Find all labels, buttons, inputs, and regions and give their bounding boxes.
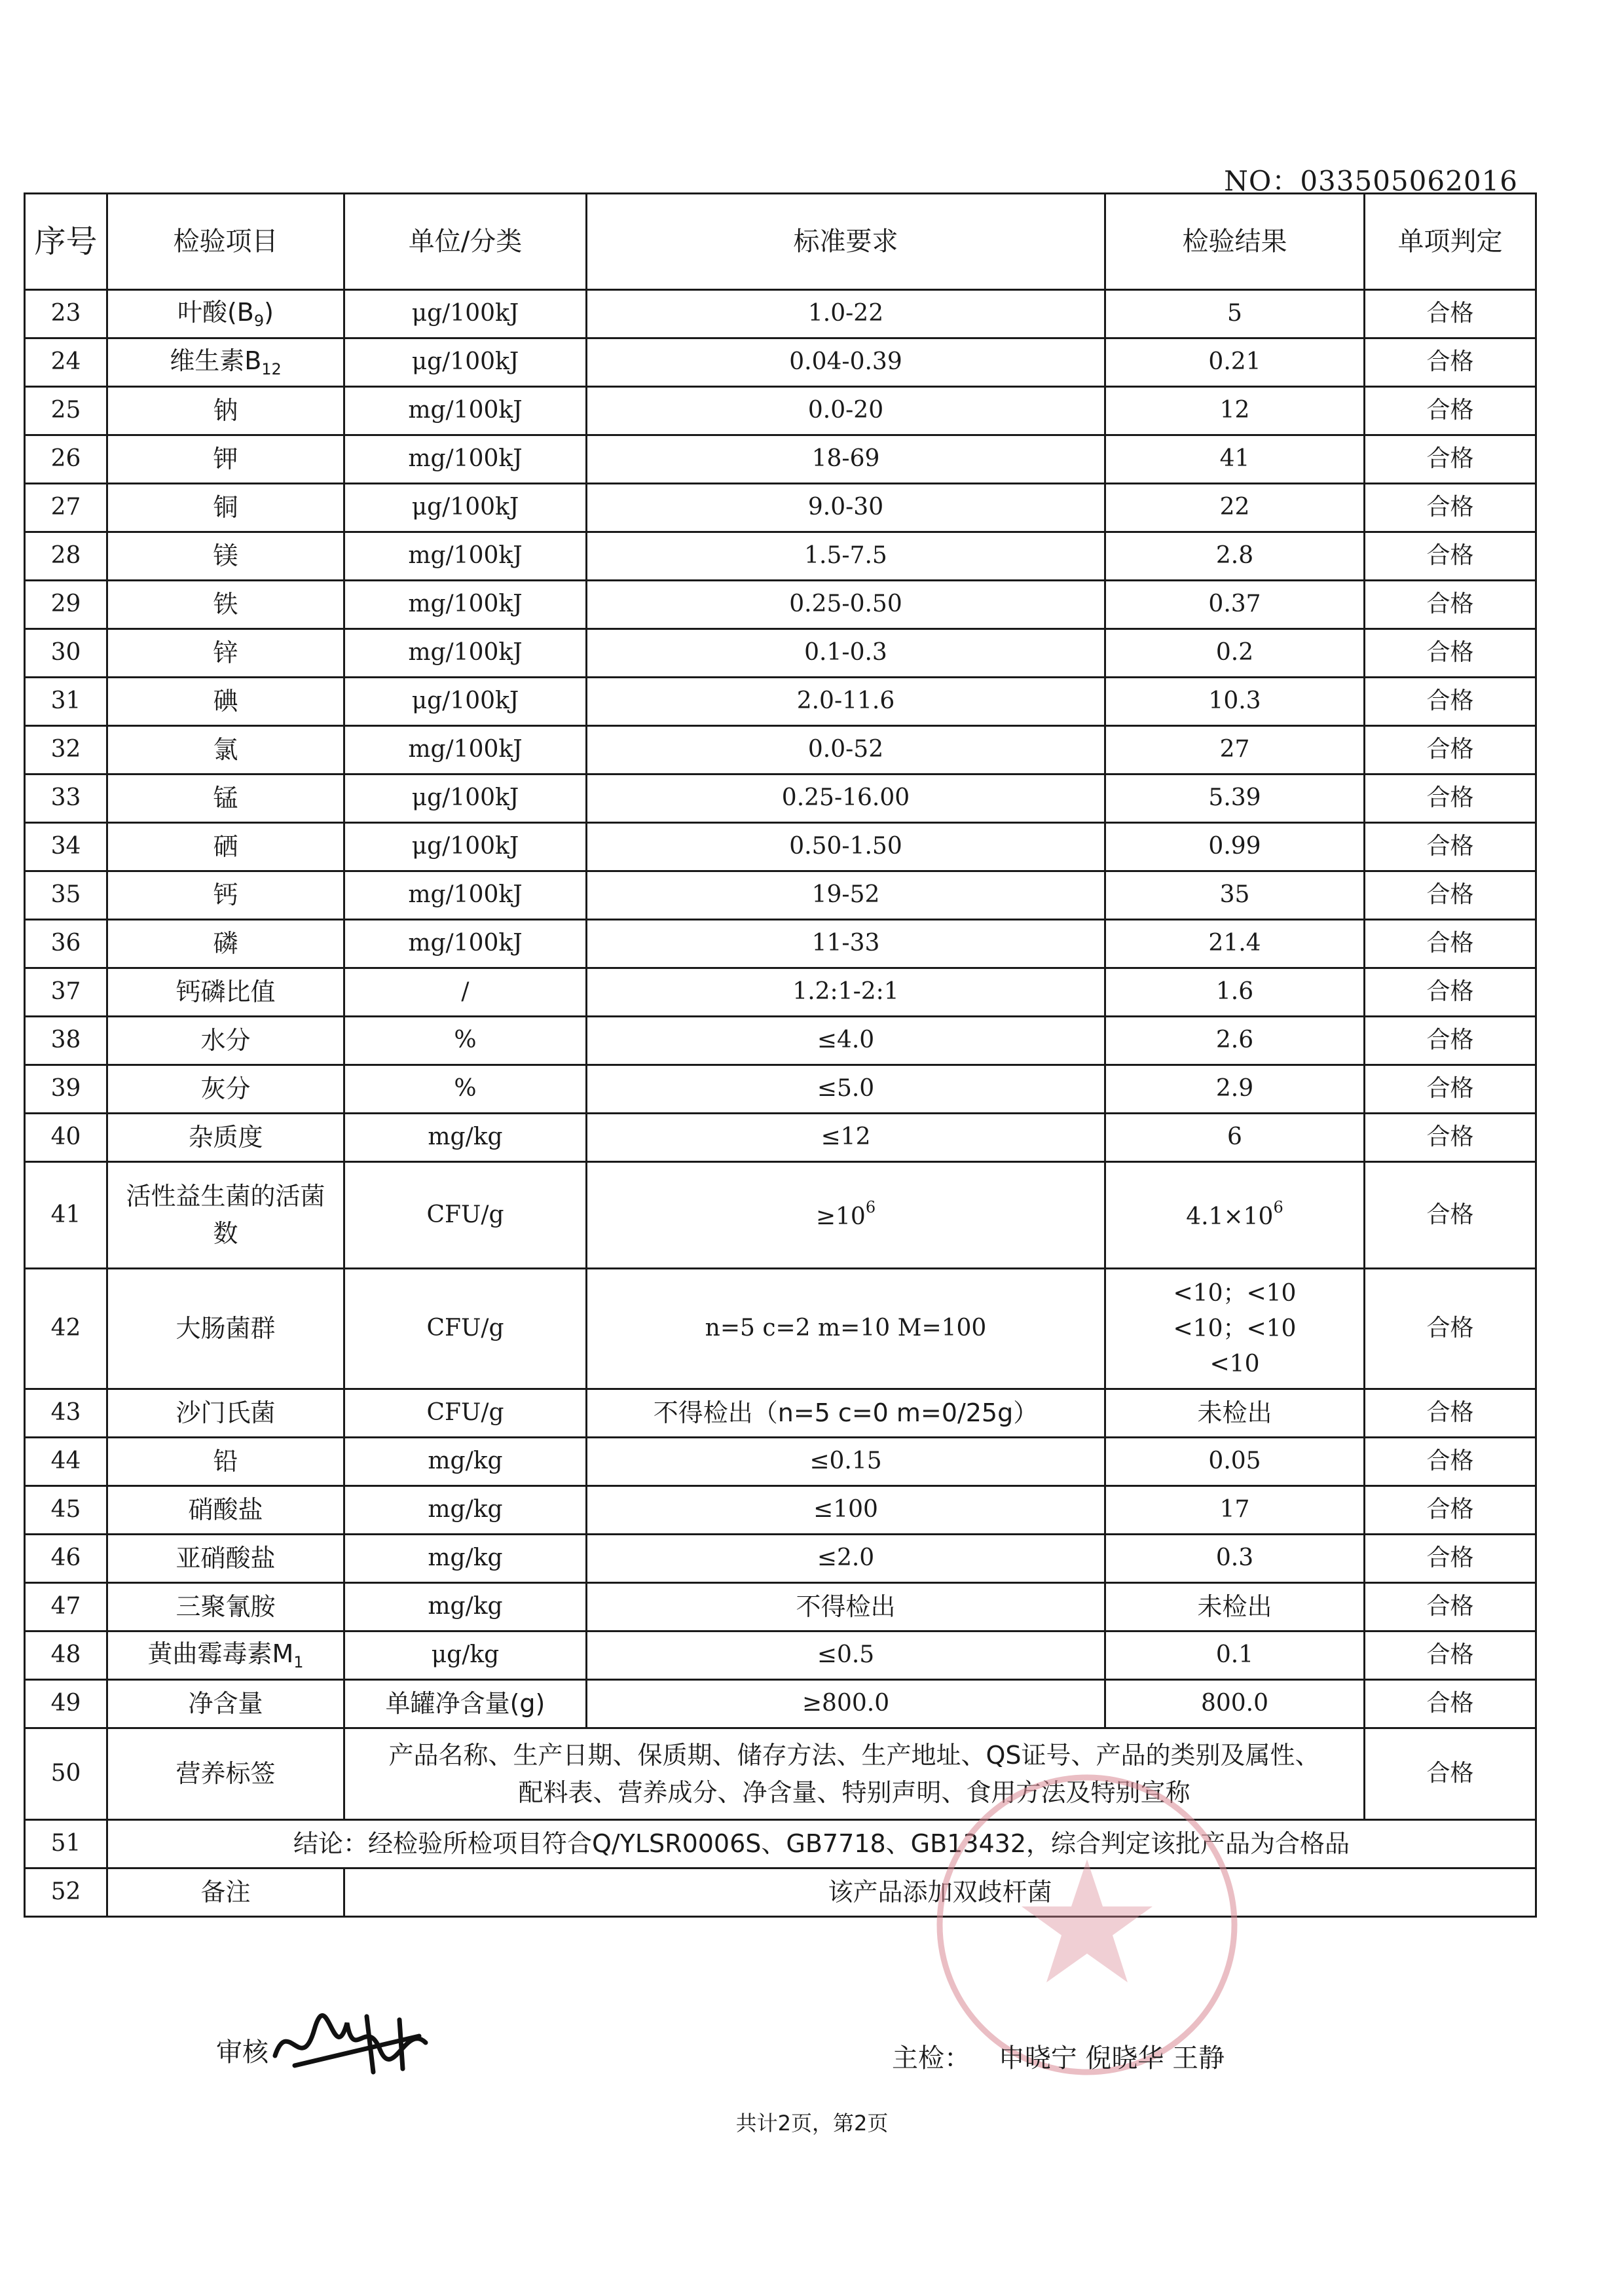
row-result: 17 [1105, 1486, 1365, 1535]
row-standard: 1.0-22 [587, 290, 1105, 338]
row-seq: 39 [25, 1065, 107, 1114]
row-seq: 46 [25, 1535, 107, 1583]
row-result: 5.39 [1105, 774, 1365, 823]
row-unit: / [344, 968, 587, 1017]
conclusion-text: 结论：经检验所检项目符合Q/YLSR0006S、GB7718、GB13432，综合判定该批产品为合格品 [107, 1820, 1536, 1868]
row-item: 大肠菌群 [107, 1269, 344, 1389]
table-row [25, 532, 1536, 581]
row-result: 2.8 [1105, 532, 1365, 581]
row-seq: 30 [25, 629, 107, 678]
row-item: 沙门氏菌 [107, 1389, 344, 1438]
row-seq: 35 [25, 871, 107, 920]
table-row [25, 1728, 1536, 1820]
row-unit: μg/100kJ [344, 774, 587, 823]
reviewer-label: 审核 [216, 2037, 268, 2068]
row-seq: 36 [25, 920, 107, 968]
row-seq: 33 [25, 774, 107, 823]
table-row [25, 1583, 1536, 1631]
row-verdict: 合格 [1365, 968, 1536, 1017]
row-item: 镁 [107, 532, 344, 581]
row-item: 亚硝酸盐 [107, 1535, 344, 1583]
inspectors-label: 主检： [892, 2043, 970, 2073]
row-unit: mg/100kJ [344, 435, 587, 484]
table-row [25, 1389, 1536, 1438]
row-seq: 40 [25, 1114, 107, 1162]
table-row [25, 1535, 1536, 1583]
row-seq: 50 [25, 1728, 107, 1820]
table-row [25, 581, 1536, 629]
row-unit: μg/100kJ [344, 823, 587, 871]
row-seq: 43 [25, 1389, 107, 1438]
row-unit: μg/100kJ [344, 290, 587, 338]
row-unit: mg/kg [344, 1114, 587, 1162]
row-standard: 0.50-1.50 [587, 823, 1105, 871]
row-standard: 1.5-7.5 [587, 532, 1105, 581]
row-standard: ≤4.0 [587, 1017, 1105, 1065]
table-row [25, 920, 1536, 968]
row-result: 0.99 [1105, 823, 1365, 871]
row-item: 氯 [107, 726, 344, 774]
row-unit: mg/kg [344, 1535, 587, 1583]
row-standard: 9.0-30 [587, 484, 1105, 532]
document-number: NO：033505062016 [1224, 165, 1518, 197]
row-standard: ≤0.5 [587, 1631, 1105, 1680]
row-item: 硝酸盐 [107, 1486, 344, 1535]
row-item: 三聚氰胺 [107, 1583, 344, 1631]
row-result: 未检出 [1105, 1389, 1365, 1438]
table-row [25, 1631, 1536, 1680]
row-unit: μg/100kJ [344, 678, 587, 726]
table-row [25, 1680, 1536, 1728]
table-body-end [25, 1728, 1536, 1917]
row-item: 铁 [107, 581, 344, 629]
header-unit: 单位/分类 [344, 194, 587, 290]
remarks-label: 备注 [107, 1868, 344, 1917]
row-item: 锰 [107, 774, 344, 823]
conclusion-row [25, 1820, 1536, 1868]
row-item: 营养标签 [107, 1728, 344, 1820]
row-verdict: 合格 [1365, 1017, 1536, 1065]
row-item: 钙磷比值 [107, 968, 344, 1017]
row-seq: 31 [25, 678, 107, 726]
table-body-a [25, 290, 1536, 1162]
row-unit: mg/kg [344, 1438, 587, 1486]
row-item: 黄曲霉毒素$M_1$ [107, 1631, 344, 1680]
row-unit: mg/100kJ [344, 532, 587, 581]
row-result: 10.3 [1105, 678, 1365, 726]
row-result: 27 [1105, 726, 1365, 774]
table-row [25, 678, 1536, 726]
row-verdict: 合格 [1365, 1438, 1536, 1486]
row-standard: 0.1-0.3 [587, 629, 1105, 678]
row-standard: ≤5.0 [587, 1065, 1105, 1114]
row-result: 5 [1105, 290, 1365, 338]
row-result: <10；<10 <10；<10 <10 [1105, 1269, 1365, 1389]
row-result: 35 [1105, 871, 1365, 920]
row-verdict: 合格 [1365, 629, 1536, 678]
page-info: 共计2页，第2页 [735, 2111, 889, 2136]
table-row [25, 629, 1536, 678]
row-standard: ≤12 [587, 1114, 1105, 1162]
row-standard: n=5 c=2 m=10 M=100 [587, 1269, 1105, 1389]
row-unit: mg/100kJ [344, 726, 587, 774]
row-item: 铜 [107, 484, 344, 532]
row-verdict: 合格 [1365, 532, 1536, 581]
row-item: 钠 [107, 387, 344, 435]
row-unit: mg/kg [344, 1486, 587, 1535]
row-unit: μg/100kJ [344, 484, 587, 532]
row-result: 800.0 [1105, 1680, 1365, 1728]
table-body-mid [25, 1162, 1536, 1389]
row-verdict: 合格 [1365, 726, 1536, 774]
row-standard: 0.0-52 [587, 726, 1105, 774]
row-verdict: 合格 [1365, 581, 1536, 629]
row-standard: 0.0-20 [587, 387, 1105, 435]
table-row [25, 435, 1536, 484]
row-unit: CFU/g [344, 1269, 587, 1389]
row-seq: 49 [25, 1680, 107, 1728]
row-unit: mg/100kJ [344, 387, 587, 435]
row-item: 钾 [107, 435, 344, 484]
row-item: 杂质度 [107, 1114, 344, 1162]
row-item: 磷 [107, 920, 344, 968]
row-unit: % [344, 1017, 587, 1065]
row-verdict: 合格 [1365, 678, 1536, 726]
row-standard: 不得检出 [587, 1583, 1105, 1631]
row-verdict: 合格 [1365, 1389, 1536, 1438]
row-item: 净含量 [107, 1680, 344, 1728]
table-row [25, 1438, 1536, 1486]
row-result: $4.1\times 10^6$ [1105, 1162, 1365, 1269]
row-verdict: 合格 [1365, 1162, 1536, 1269]
table-row [25, 1114, 1536, 1162]
reviewer-signature [268, 2003, 439, 2082]
header-standard: 标准要求 [587, 194, 1105, 290]
row-unit: mg/100kJ [344, 629, 587, 678]
row-verdict: 合格 [1365, 774, 1536, 823]
row-seq: 23 [25, 290, 107, 338]
table-row [25, 1269, 1536, 1389]
row-item: 硒 [107, 823, 344, 871]
row-item: 钙 [107, 871, 344, 920]
table-row [25, 1162, 1536, 1269]
row-seq: 47 [25, 1583, 107, 1631]
row-standard: ≤0.15 [587, 1438, 1105, 1486]
row-item: 灰分 [107, 1065, 344, 1114]
row-result: 21.4 [1105, 920, 1365, 968]
row-item: 水分 [107, 1017, 344, 1065]
row-standard: 18-69 [587, 435, 1105, 484]
row-verdict: 合格 [1365, 484, 1536, 532]
row-result: 2.9 [1105, 1065, 1365, 1114]
row-standard: ≤2.0 [587, 1535, 1105, 1583]
row-result: 22 [1105, 484, 1365, 532]
row-standard: ≥800.0 [587, 1680, 1105, 1728]
row-standard: 0.04-0.39 [587, 338, 1105, 387]
inspectors [892, 2037, 1225, 2075]
row-item: 锌 [107, 629, 344, 678]
table-row [25, 484, 1536, 532]
row-unit: μg/100kJ [344, 338, 587, 387]
row-unit: CFU/g [344, 1162, 587, 1269]
row-verdict: 合格 [1365, 1631, 1536, 1680]
row-verdict: 合格 [1365, 1486, 1536, 1535]
row-seq: 38 [25, 1017, 107, 1065]
row-item: 铅 [107, 1438, 344, 1486]
header-seq: 序号 [25, 194, 107, 290]
row-item: 碘 [107, 678, 344, 726]
row-verdict: 合格 [1365, 871, 1536, 920]
row-unit: 单罐净含量(g) [344, 1680, 587, 1728]
row-seq: 28 [25, 532, 107, 581]
row-standard: 19-52 [587, 871, 1105, 920]
row-standard: ≤100 [587, 1486, 1105, 1535]
row-seq: 34 [25, 823, 107, 871]
row-standard: 0.25-16.00 [587, 774, 1105, 823]
row-result: 0.3 [1105, 1535, 1365, 1583]
table-header-row [25, 194, 1536, 290]
header-item: 检验项目 [107, 194, 344, 290]
row-unit: mg/100kJ [344, 871, 587, 920]
row-standard: 2.0-11.6 [587, 678, 1105, 726]
row-seq: 24 [25, 338, 107, 387]
row-verdict: 合格 [1365, 387, 1536, 435]
row-verdict: 合格 [1365, 920, 1536, 968]
table-body-b [25, 1389, 1536, 1728]
row-verdict: 合格 [1365, 435, 1536, 484]
row-standard: 11-33 [587, 920, 1105, 968]
table-row [25, 726, 1536, 774]
row-verdict: 合格 [1365, 1728, 1536, 1820]
row-seq: 26 [25, 435, 107, 484]
remarks-row [25, 1868, 1536, 1917]
row-unit: mg/100kJ [344, 581, 587, 629]
row-result: 0.05 [1105, 1438, 1365, 1486]
row-verdict: 合格 [1365, 1065, 1536, 1114]
row-seq: 48 [25, 1631, 107, 1680]
row-seq: 44 [25, 1438, 107, 1486]
header-verdict: 单项判定 [1365, 194, 1536, 290]
row-result: 41 [1105, 435, 1365, 484]
row-seq: 29 [25, 581, 107, 629]
row-verdict: 合格 [1365, 1680, 1536, 1728]
row-verdict: 合格 [1365, 1583, 1536, 1631]
table-row [25, 1486, 1536, 1535]
row-verdict: 合格 [1365, 338, 1536, 387]
row-seq: 45 [25, 1486, 107, 1535]
remarks-text: 该产品添加双歧杆菌 [344, 1868, 1536, 1917]
row-item: 维生素$B_{12}$ [107, 338, 344, 387]
row-seq: 27 [25, 484, 107, 532]
row-standard: 1.2:1-2:1 [587, 968, 1105, 1017]
row-verdict: 合格 [1365, 823, 1536, 871]
row-seq: 52 [25, 1868, 107, 1917]
row-unit: CFU/g [344, 1389, 587, 1438]
inspection-table [24, 192, 1537, 1918]
table-row [25, 968, 1536, 1017]
row-verdict: 合格 [1365, 1269, 1536, 1389]
table-row [25, 823, 1536, 871]
row-result: 0.21 [1105, 338, 1365, 387]
table-row [25, 871, 1536, 920]
row-unit: μg/kg [344, 1631, 587, 1680]
row-result: 1.6 [1105, 968, 1365, 1017]
row-seq: 25 [25, 387, 107, 435]
row-verdict: 合格 [1365, 1535, 1536, 1583]
row-result: 0.2 [1105, 629, 1365, 678]
header-result: 检验结果 [1105, 194, 1365, 290]
row-standard: 不得检出（n=5 c=0 m=0/25g） [587, 1389, 1105, 1438]
row-item: 叶酸$(B_9)$ [107, 290, 344, 338]
row-result: 0.1 [1105, 1631, 1365, 1680]
inspectors-names: 申晓宁 倪晓华 王静 [998, 2043, 1225, 2073]
row-verdict: 合格 [1365, 1114, 1536, 1162]
row-result: 6 [1105, 1114, 1365, 1162]
table-row [25, 1017, 1536, 1065]
row-unit: mg/kg [344, 1583, 587, 1631]
row-result: 12 [1105, 387, 1365, 435]
row-unit: % [344, 1065, 587, 1114]
table-row [25, 1065, 1536, 1114]
row-result: 0.37 [1105, 581, 1365, 629]
table-row [25, 290, 1536, 338]
row-seq: 32 [25, 726, 107, 774]
row-seq: 51 [25, 1820, 107, 1868]
row-seq: 42 [25, 1269, 107, 1389]
row-unit: mg/100kJ [344, 920, 587, 968]
row-standard: $\ge 10^6$ [587, 1162, 1105, 1269]
row-verdict: 合格 [1365, 290, 1536, 338]
table-row [25, 387, 1536, 435]
row-item: 活性益生菌的活菌 数 [107, 1162, 344, 1269]
nutrition-label-text: 产品名称、生产日期、保质期、储存方法、生产地址、QS证号、产品的类别及属性、 配料表、营养成分、净含量、特别声明、食用方法及特别宣称 [344, 1728, 1365, 1820]
row-result: 未检出 [1105, 1583, 1365, 1631]
row-seq: 41 [25, 1162, 107, 1269]
row-seq: 37 [25, 968, 107, 1017]
row-result: 2.6 [1105, 1017, 1365, 1065]
table-row [25, 774, 1536, 823]
row-standard: 0.25-0.50 [587, 581, 1105, 629]
table-row [25, 338, 1536, 387]
